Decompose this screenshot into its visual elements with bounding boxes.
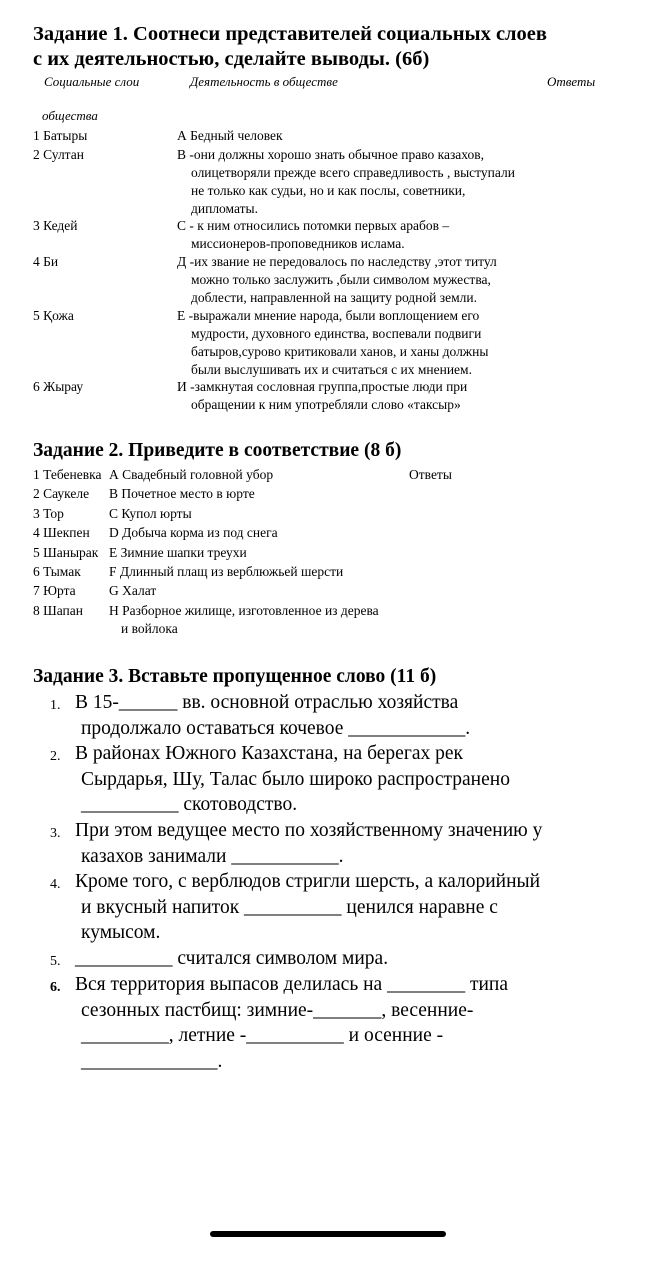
task3-item-line: При этом ведущее место по хозяйственному значению у [75,820,543,841]
task1-row-text: были выслушивать их и считаться с их мнением. [191,362,472,377]
task2-row-text: Е Зимние шапки треухи [109,545,247,560]
task3-title: Задание 3. Вставьте пропущенное слово (11 б) [33,666,437,687]
task2-row-left: 6 Тымак [33,564,81,579]
task1-row-text: мудрости, духовного единства, воспевали подвиги [191,326,482,341]
task2-row-left: 5 Шанырак [33,545,99,560]
task3-item-line: __________ считался символом мира. [75,948,389,969]
task3-item-line: __________ скотоводство. [81,794,298,815]
task2-row-text: А Свадебный головной убор [109,467,274,482]
task1-row-text: доблести, направленной на защиту родной земли. [191,290,477,305]
task3-item-line: Сырдарья, Шу, Талас было широко распространено [81,768,510,790]
task2-row-text: и войлока [121,621,178,636]
task1-row-left: 4 Би [33,254,59,269]
task3-item-line: Вся территория выпасов делилась на ________ типа [75,974,508,995]
task3-item-line: казахов занимали ___________. [81,845,344,867]
home-indicator[interactable] [210,1231,446,1237]
task3-item-line: Кроме того, с верблюдов стригли шерсть, а калорийный [75,871,541,892]
task3-item-line: В 15-______ вв. основной отраслью хозяйства [75,692,459,713]
task2-row-text: Н Разборное жилище, изготовленное из дерева [109,603,379,618]
task2-row-left: 8 Шапан [33,603,83,618]
task1-row-left: 6 Жырау [33,379,84,394]
column-header-layers: Социальные слои [44,74,140,89]
task2-row-text: С Купол юрты [109,506,192,521]
task1-row-text: В -они должны хорошо знать обычное право казахов, [177,147,485,162]
task1-title-line2: с их деятельностью, сделайте выводы. (6б) [33,48,430,70]
task1-row-text: не только как судьи, но и как послы, советники, [191,183,466,198]
task3-item-number: 6. [50,980,61,995]
task1-row-left: 3 Кедей [33,218,78,233]
task1-row-text: можно только заслужить ,были символом мужества, [191,272,491,287]
task3-item-line: и вкусный напиток __________ ценился наравне с [81,896,498,918]
task3-item-number: 3. [50,826,61,841]
task1-row-text: С - к ним относились потомки первых арабов – [177,218,450,233]
task3-item-line: сезонных пастбищ: зимние-_______, весенние- [81,999,474,1021]
task1-row-text: Д -их звание не передовалось по наследству ,этот титул [177,254,497,269]
task1-row-left: 2 Султан [33,147,84,162]
task3-item-number: 1. [50,698,61,713]
task3-item-line: продолжало оставаться кочевое ____________. [81,717,471,739]
column-header-answers: Ответы [547,74,596,89]
task1-row-text: А Бедный человек [177,128,283,143]
task2-row-left: 2 Саукеле [33,486,90,501]
task1-row-left: 5 Қожа [33,308,74,323]
task1-row-left: 1 Батыры [33,128,88,143]
task2-row-text: В Почетное место в юрте [109,486,255,501]
task1-title [33,22,633,72]
task2-row-left: 3 Тор [33,506,64,521]
task2-title: Задание 2. Приведите в соответствие (8 б) [33,440,402,461]
task3-item-number: 2. [50,749,61,764]
task1-row-text: миссионеров-проповедников ислама. [191,236,405,251]
task2-row-left: 4 Шекпен [33,525,90,540]
task1-row-text: Е -выражали мнение народа, были воплощением его [177,308,480,323]
task2-row-text: F Длинный плащ из верблюжьей шерсти [109,564,344,579]
task3-item-number: 5. [50,954,61,969]
task2-row-text: G Халат [109,583,157,598]
task2-row-left: 7 Юрта [33,583,76,598]
task2-row-left: 1 Тебеневка [33,467,102,482]
column-header-activity: Деятельность в обществе [190,74,338,89]
task1-row-text: дипломаты. [191,201,258,216]
column-header-layers-2: общества [42,108,98,123]
task1-row-text: олицетворяли прежде всего справедливость , выступали [191,165,515,180]
task2-answers-label: Ответы [409,467,452,482]
task1-title-line1: Задание 1. Соотнеси представителей социальных слоев [33,23,547,45]
task3-item-line: В районах Южного Казахстана, на берегах рек [75,743,463,764]
task1-row-text: И -замкнутая сословная группа,простые люди при [177,379,468,394]
task3-item-line: кумысом. [81,922,161,943]
task3-item-line: ______________. [81,1050,223,1072]
task3-item-line: _________, летние -__________ и осенние - [81,1025,444,1046]
task3-item-number: 4. [50,877,61,892]
task1-row-text: батыров,сурово критиковали ханов, и ханы должны [191,344,489,359]
task2-row-text: D Добыча корма из под снега [109,525,278,540]
task1-row-text: обращении к ним употребляли слово «таксыр» [191,397,461,412]
